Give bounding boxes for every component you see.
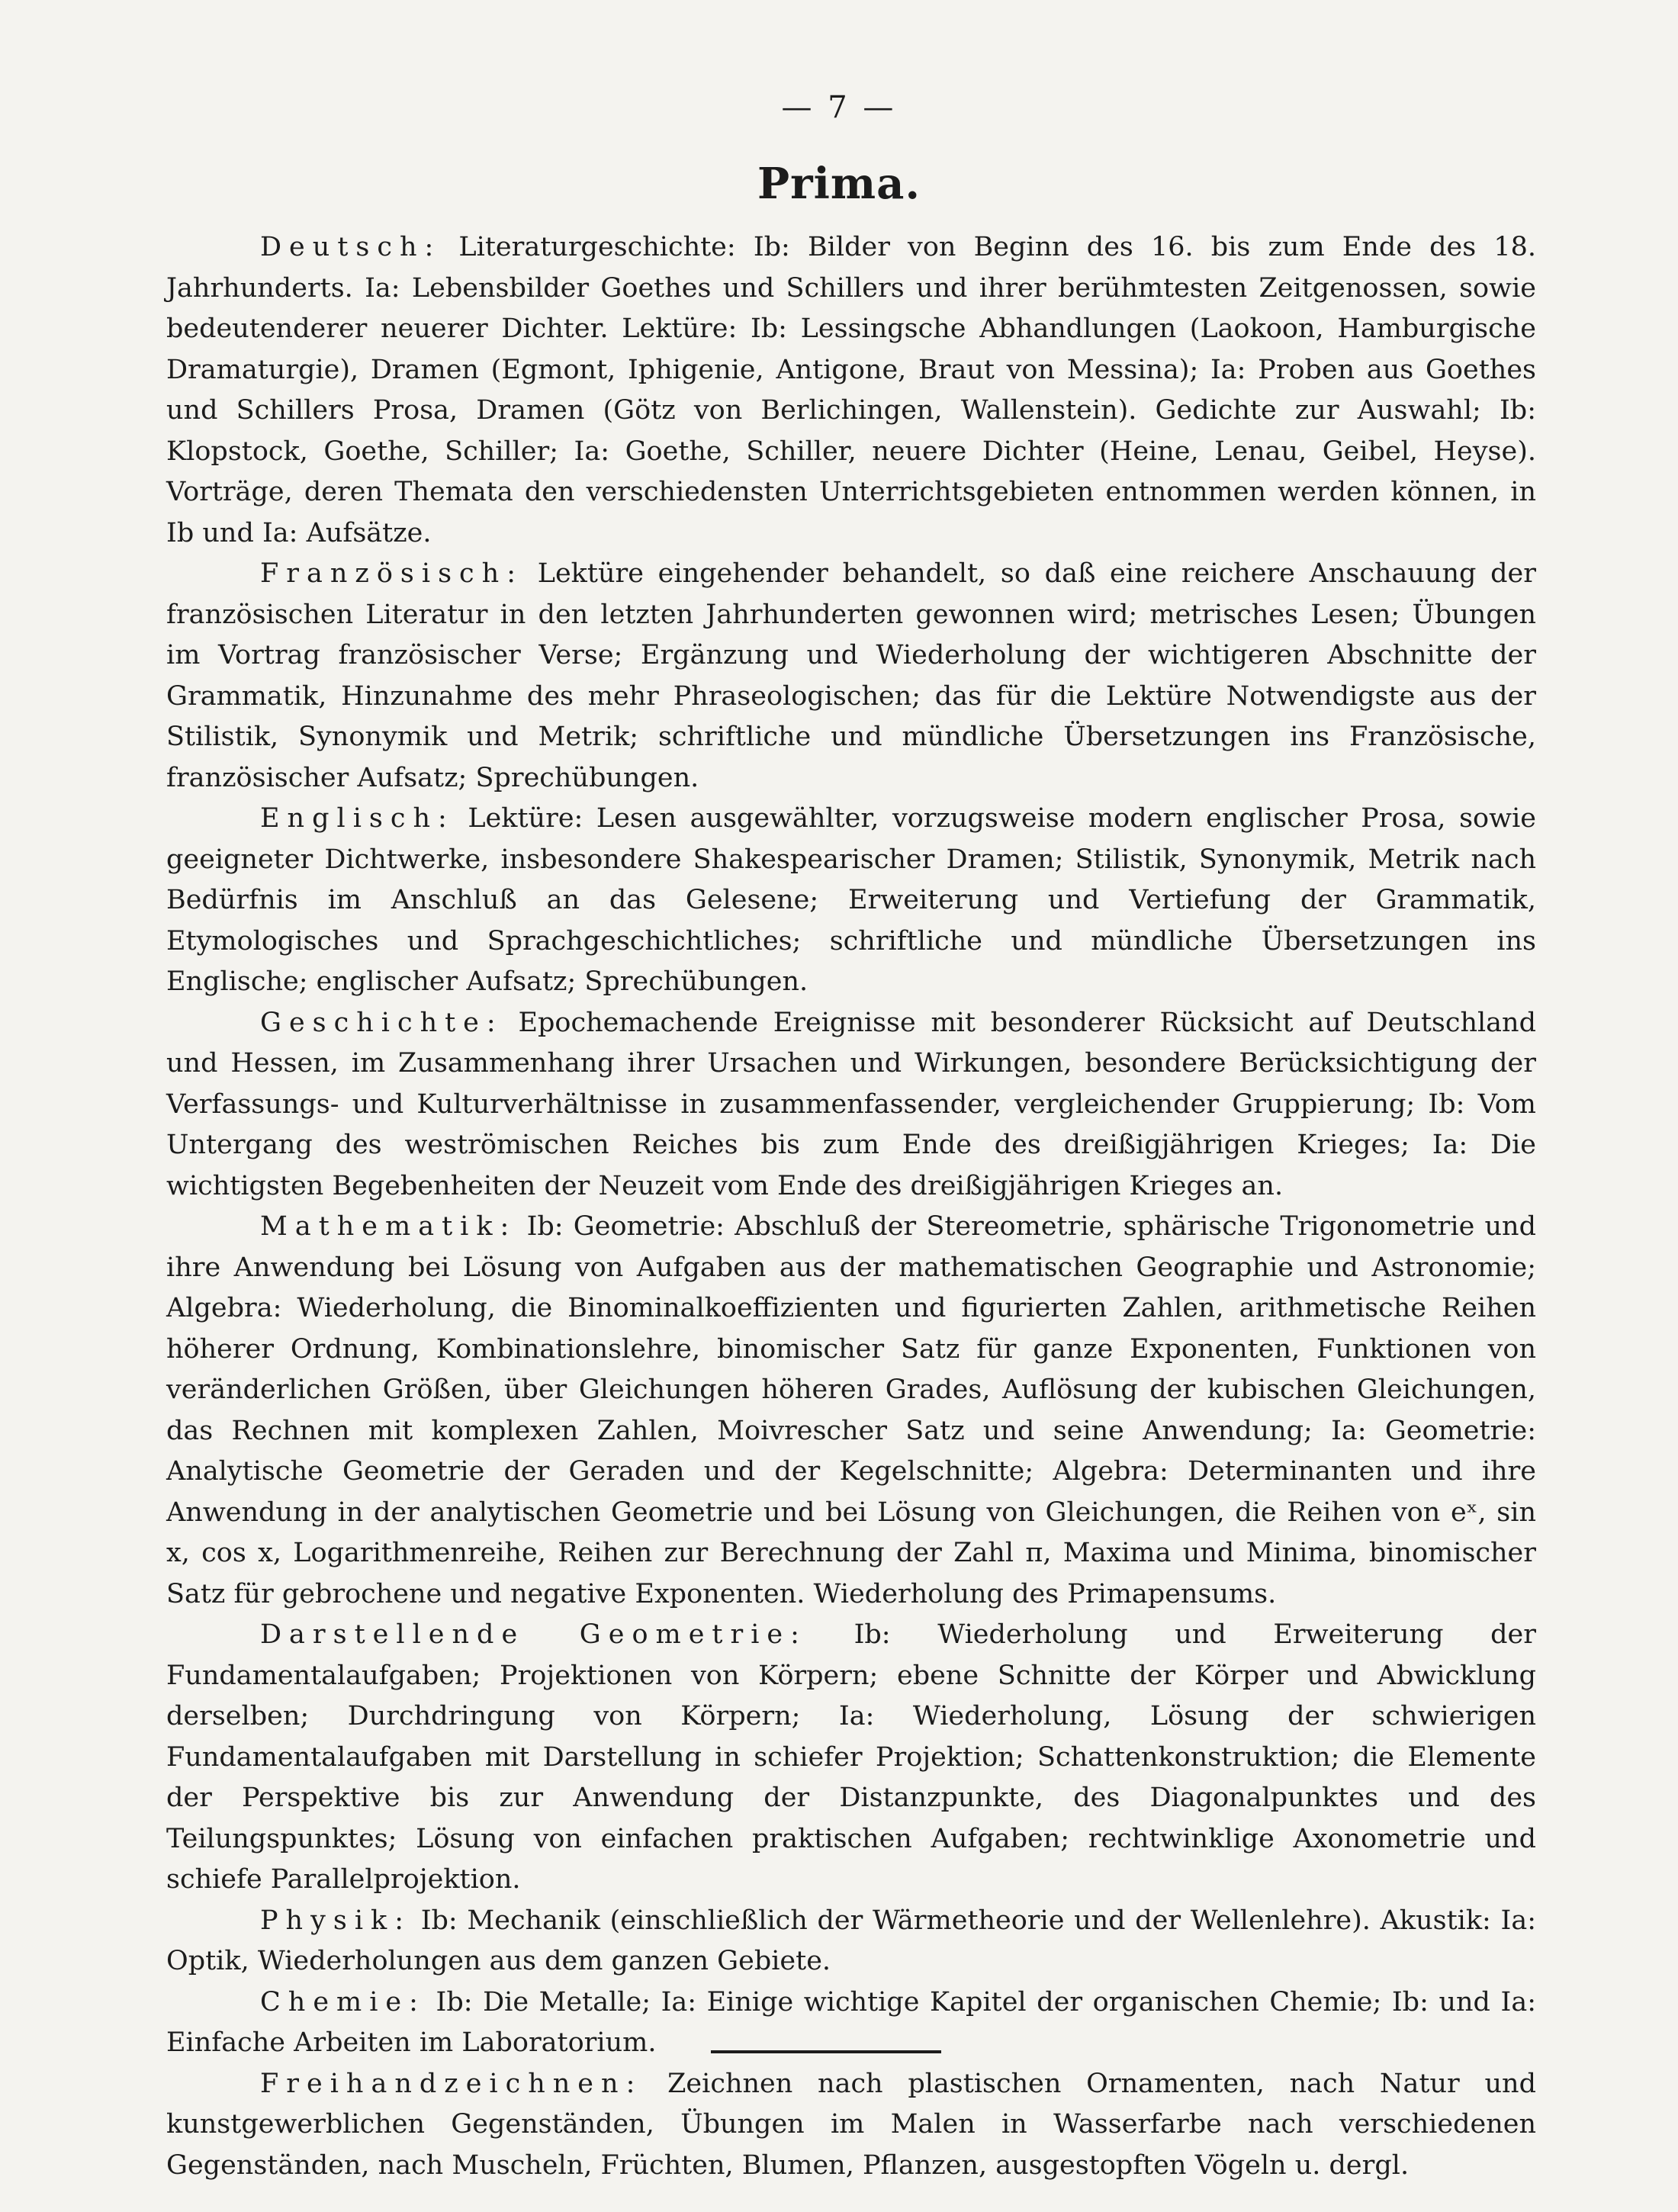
subject-label: Mathematik: (260, 1211, 517, 1242)
section-text: Epochemachende Ereignisse mit besonderer Rücksicht auf Deutschland und Hessen, im Zusammenhang ihrer Ursachen und Wirkungen, besondere Berücksichtigung der Verfassungs- und Kulturverhältnisse in zusammenfassender, vergleichender Gruppierung; Ib: Vom Untergang des weströmischen Reiches bis zum Ende des dreißigjährigen Krieges; Ia: Die wichtigsten Begebenheiten der Neuzeit vom Ende des dreißigjährigen Krieges an. (166, 1007, 1536, 1201)
section-deutsch (166, 227, 1536, 554)
page-heading: Prima. (757, 159, 921, 209)
section-physik (166, 1901, 1536, 1982)
subject-label: Geschichte: (260, 1007, 503, 1038)
section-text: Lektüre: Lesen ausgewählter, vorzugsweise modern englischer Prosa, sowie geeigneter Dichtwerke, insbesondere Shakespearischer Dramen; Stilistik, Synonymik, Metrik nach Bedürfnis im Anschluß an das Gelesene; Erweiterung und Vertiefung der Grammatik, Etymologisches und Sprachgeschichtliches; schriftliche und mündliche Übersetzungen ins Englische; englischer Aufsatz; Sprechübungen. (166, 803, 1536, 997)
subject-label: Englisch: (260, 803, 455, 834)
section-text: Zeichnen nach plastischen Ornamenten, nach Natur und kunstgewerblichen Gegenständen, Übungen im Malen in Wasserfarbe nach verschiedenen Gegenständen, nach Muscheln, Früchten, Blumen, Pflanzen, ausgestopften Vögeln u. dergl. (166, 2068, 1536, 2181)
section-text: Literaturgeschichte: Ib: Bilder von Beginn des 16. bis zum Ende des 18. Jahrhunderts. Ia: Lebensbilder Goethes und Schillers und ihrer berühmtesten Zeitgenossen, sowie bedeutenderer neuerer Dichter. Lektüre: Ib: Lessingsche Abhandlungen (Laokoon, Hamburgische Dramaturgie), Dramen (Egmont, Iphigenie, Antigone, Braut von Messina); Ia: Proben aus Goethes und Schillers Prosa, Dramen (Götz von Berlichingen, Wallenstein). Gedichte zur Auswahl; Ib: Klopstock, Goethe, Schiller; Ia: Goethe, Schiller, neuere Dichter (Heine, Lenau, Geibel, Heyse). Vorträge, deren Themata den verschiedensten Unterrichtsgebieten entnommen werden können, in Ib und Ia: Aufsätze. (166, 232, 1536, 548)
subject-label: Darstellende Geometrie: (260, 1619, 807, 1650)
subject-label: Chemie: (260, 1986, 426, 2017)
curriculum-body (166, 227, 1536, 2186)
section-franzoesisch (166, 554, 1536, 799)
section-text: Ib: Mechanik (einschließlich der Wärmetheorie und der Wellenlehre). Akustik: Ia: Optik, Wiederholungen aus dem ganzen Gebiete. (166, 1905, 1536, 1976)
section-text: Ib: Wiederholung und Erweiterung der Fundamentalaufgaben; Projektionen von Körpern; ebene Schnitte der Körper und Abwicklung derselben; Durchdringung von Körpern; Ia: Wiederholung, Lösung der schwierigen Fundamentalaufgaben mit Darstellung in schiefer Projektion; Schattenkonstruktion; die Elemente der Perspektive bis zur Anwendung der Distanzpunkte, des Diagonalpunktes und des Teilungspunktes; Lösung von einfachen praktischen Aufgaben; rechtwinklige Axonometrie und schiefe Parallelprojektion. (166, 1619, 1536, 1895)
subject-label: Französisch: (260, 558, 523, 589)
section-text: Ib: Die Metalle; Ia: Einige wichtige Kapitel der organischen Chemie; Ib: und Ia: Einfache Arbeiten im Laboratorium. (166, 1986, 1536, 2058)
subject-label: Deutsch: (260, 232, 442, 262)
subject-label: Physik: (260, 1905, 412, 1936)
section-mathematik (166, 1207, 1536, 1615)
section-text: Ib: Geometrie: Abschluß der Stereometrie, sphärische Trigonometrie und ihre Anwendung bei Lösung von Aufgaben aus der mathematischen Geographie und Astronomie; Algebra: Wiederholung, die Binominalkoeffizienten und figurierten Zahlen, arithmetische Reihen höherer Ordnung, Kombinationslehre, binomischer Satz für ganze Exponenten, Funktionen von veränderlichen Größen, über Gleichungen höheren Grades, Auflösung der kubischen Gleichungen, das Rechnen mit komplexen Zahlen, Moivrescher Satz und seine Anwendung; Ia: Geometrie: Analytische Geometrie der Geraden und der Kegelschnitte; Algebra: Determinanten und ihre Anwendung in der analytischen Geometrie und bei Lösung von Gleichungen, die Reihen von eˣ, sin x, cos x, Logarithmenreihe, Reihen zur Berechnung der Zahl π, Maxima und Minima, binomischer Satz für gebrochene und negative Exponenten. Wiederholung des Primapensums. (166, 1211, 1536, 1609)
closing-rule (711, 2050, 941, 2053)
subject-label: Freihandzeichnen: (260, 2068, 643, 2099)
section-text: Lektüre eingehender behandelt, so daß eine reichere Anschauung der französischen Literatur in den letzten Jahrhunderten gewonnen wird; metrisches Lesen; Übungen im Vortrag französischer Verse; Ergänzung und Wiederholung der wichtigeren Abschnitte der Grammatik, Hinzunahme des mehr Phraseologischen; das für die Lektüre Notwendigste aus der Stilistik, Synonymik und Metrik; schriftliche und mündliche Übersetzungen ins Französische, französischer Aufsatz; Sprechübungen. (166, 558, 1536, 793)
page-number: — 7 — (781, 90, 897, 125)
section-freihandzeichnen (166, 2064, 1536, 2187)
section-englisch (166, 799, 1536, 1003)
section-geschichte (166, 1003, 1536, 1207)
section-darstellende-geometrie (166, 1615, 1536, 1901)
